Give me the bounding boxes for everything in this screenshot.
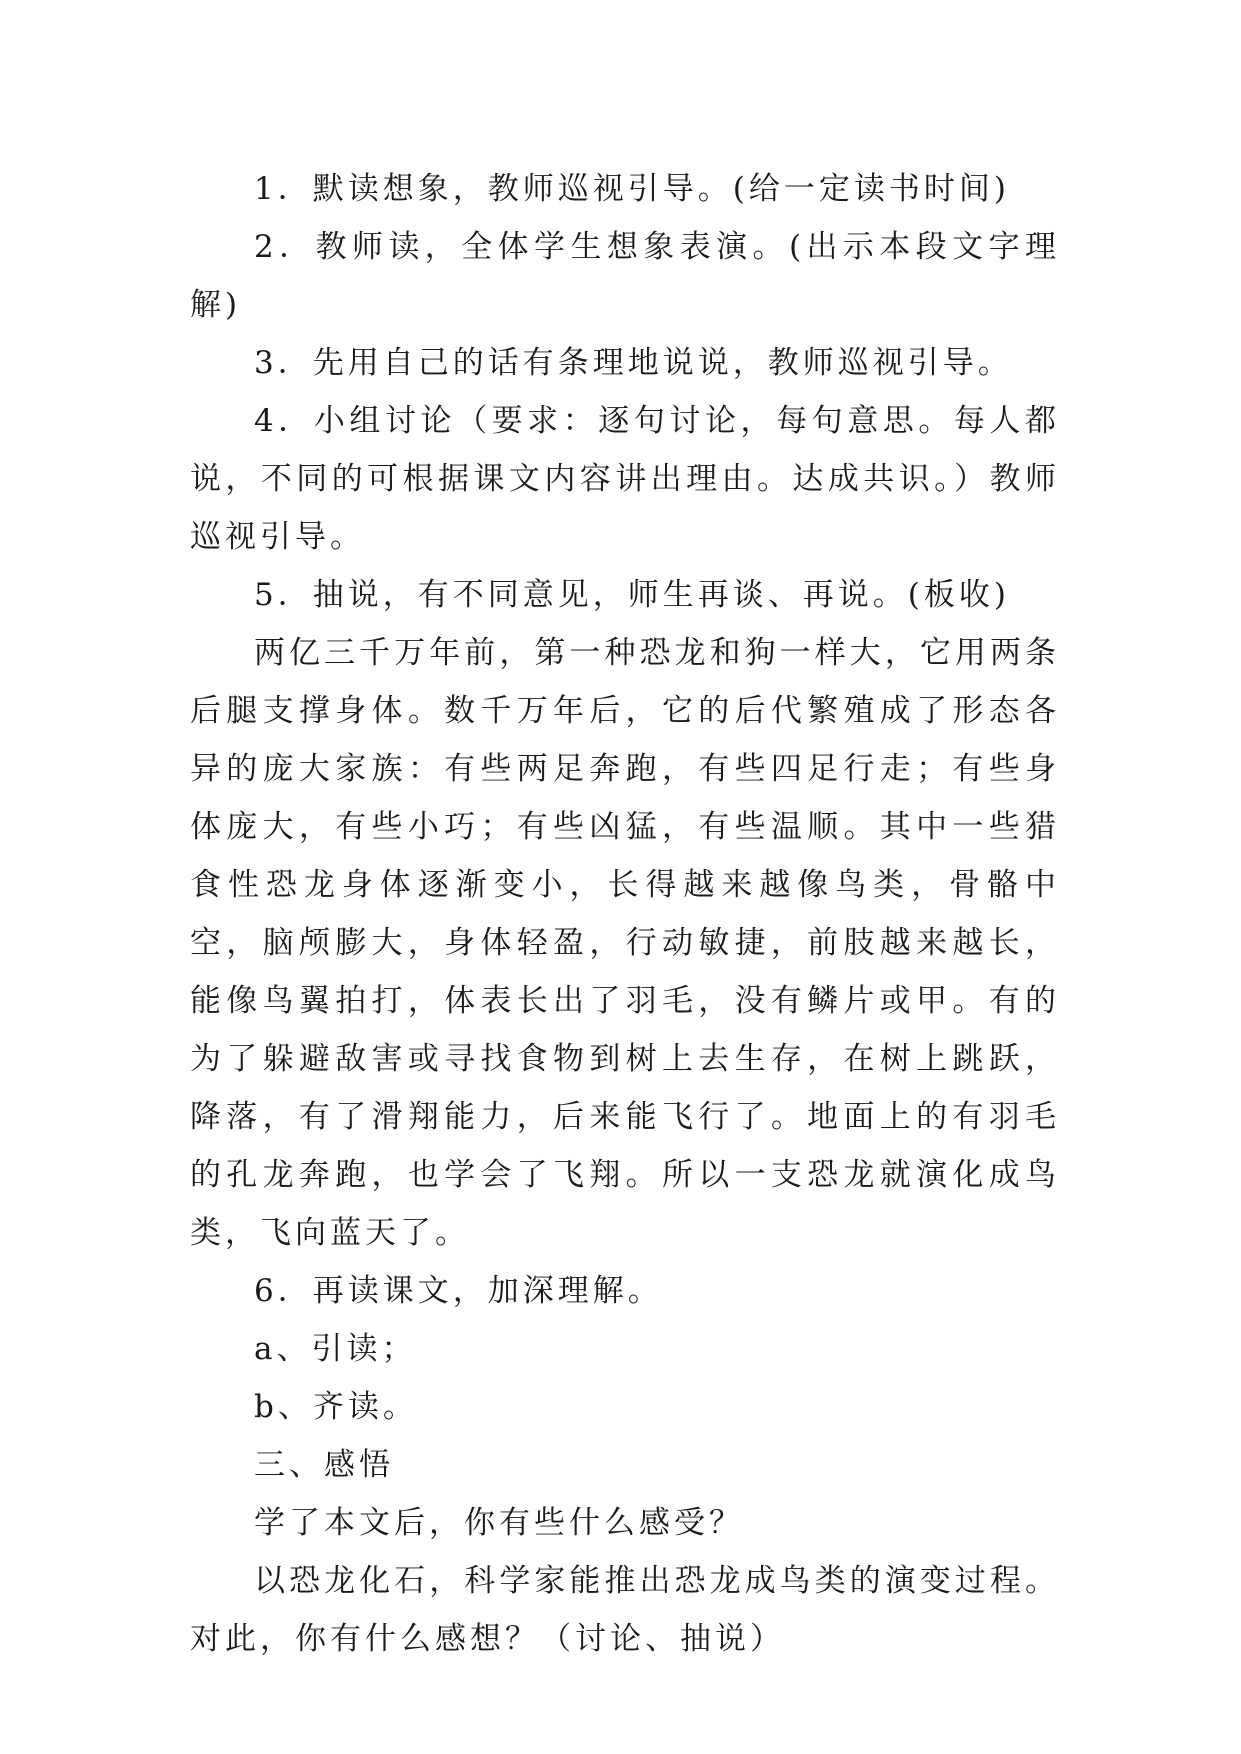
paragraph-step-2: 2．教师读，全体学生想象表演。(出示本段文字理解)	[190, 229, 1060, 323]
document-body	[190, 160, 1060, 1668]
paragraph-step-5: 5．抽说，有不同意见，师生再谈、再说。(板收)	[254, 577, 1010, 613]
paragraph-step-1: 1．默读想象，教师巡视引导。(给一定读书时间)	[254, 171, 1010, 207]
paragraph-dinosaur-text: 两亿三千万年前，第一种恐龙和狗一样大，它用两条后腿支撑身体。数千万年后，它的后代繁殖成了形态各异的庞大家族：有些两足奔跑，有些四足行走；有些身体庞大，有些小巧；有些凶猛，有些温顺。其中一些猎食性恐龙身体逐渐变小，长得越来越像鸟类，骨骼中空，脑颅膨大，身体轻盈，行动敏捷，前肢越来越长，能像鸟翼拍打，体表长出了羽毛，没有鳞片或甲。有的为了躲避敌害或寻找食物到树上去生存，在树上跳跃，降落，有了滑翔能力，后来能飞行了。地面上的有羽毛的孔龙奔跑，也学会了飞翔。所以一支恐龙就演化成鸟类，飞向蓝天了。	[190, 635, 1060, 1251]
section-heading-reflection: 三、感悟	[254, 1447, 394, 1483]
paragraph-step-6: 6．再读课文，加深理解。	[254, 1273, 663, 1309]
paragraph-step-3: 3．先用自己的话有条理地说说，教师巡视引导。	[254, 345, 1013, 381]
paragraph-step-6b: b、齐读。	[254, 1389, 418, 1425]
paragraph-step-4: 4．小组讨论（要求：逐句讨论，每句意思。每人都说，不同的可根据课文内容讲出理由。达成共识。）教师巡视引导。	[190, 403, 1060, 555]
paragraph-reflection-discussion: 以恐龙化石，科学家能推出恐龙成鸟类的演变过程。对此，你有什么感想？（讨论、抽说）	[190, 1563, 1060, 1657]
paragraph-reflection-question: 学了本文后，你有些什么感受？	[254, 1505, 744, 1541]
paragraph-step-6a: a、引读；	[254, 1331, 417, 1367]
